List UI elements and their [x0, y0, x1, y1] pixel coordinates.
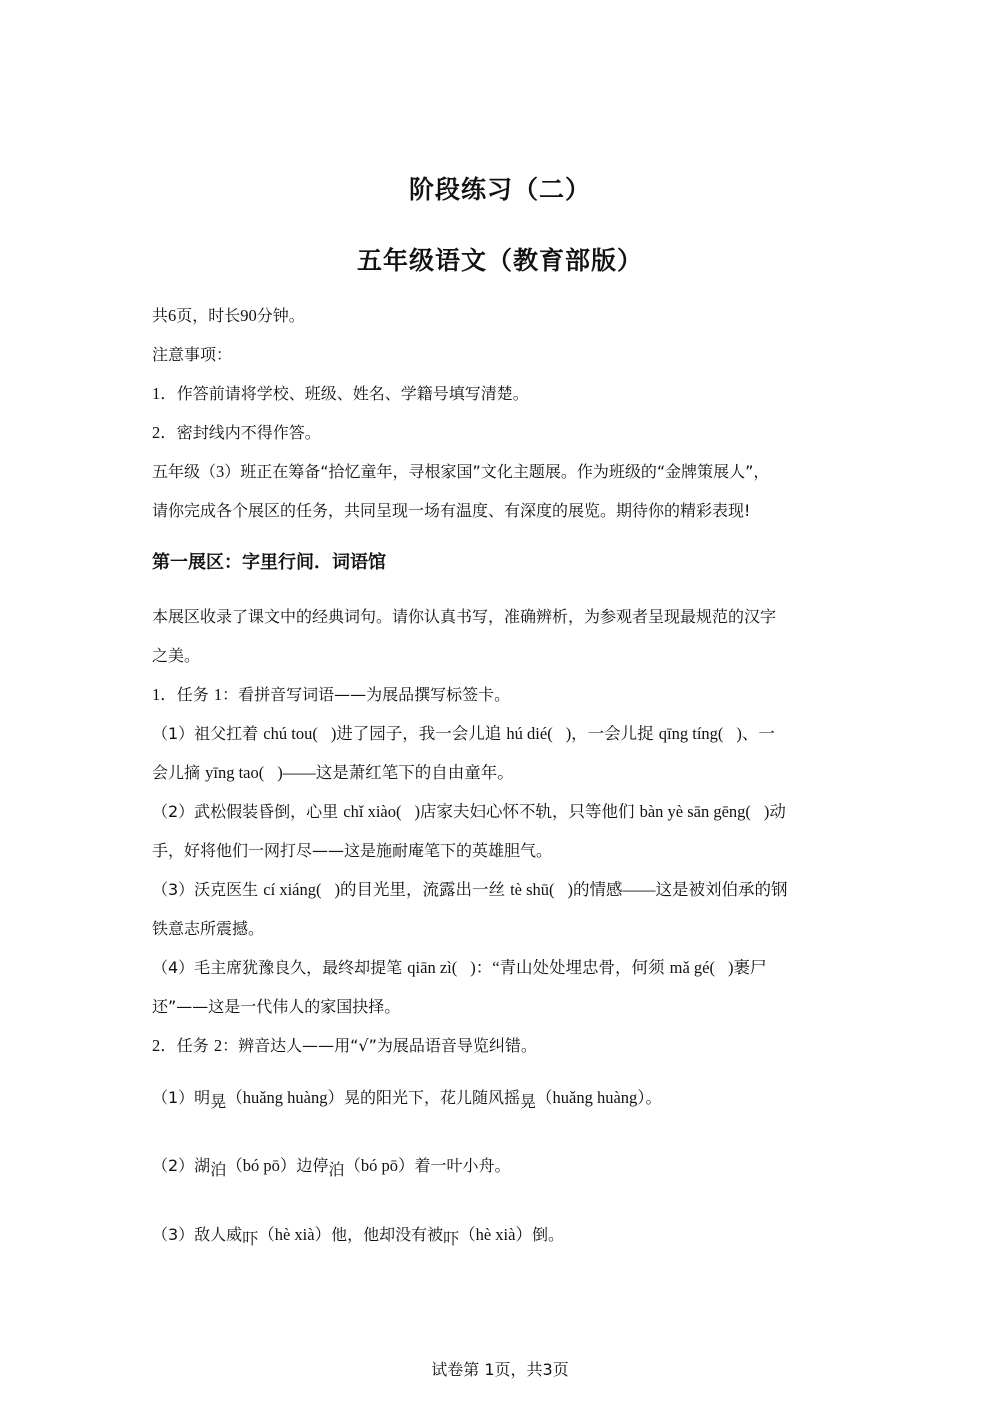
task-1-item-1-line-1	[152, 723, 852, 745]
pinyin: yīng tao(	[205, 763, 265, 782]
pinyin: hú dié(	[506, 724, 553, 743]
section-1-desc-line-2: 之美。	[152, 646, 201, 665]
pinyin: chú tou(	[263, 724, 318, 743]
duration-line	[152, 305, 852, 327]
pinyin: qīng tíng(	[658, 724, 724, 743]
task-2-item-1	[152, 1087, 852, 1109]
task-2-instruction: ：辨音达人——用“√”为展品语音导览纠错。	[222, 1036, 537, 1055]
task-1-number: 1．	[152, 685, 177, 704]
intro-line-2: 请你完成各个展区的任务，共同呈现一场有温度、有深度的展览。期待你的精彩表现!	[152, 501, 751, 520]
pinyin: tè shū(	[510, 880, 555, 899]
target-character: 泊	[328, 1160, 345, 1179]
task-1-item-2-line-1	[152, 801, 852, 823]
pinyin: cí xiáng(	[263, 880, 322, 899]
task-1-item-3-line-1	[152, 879, 852, 901]
intro-class-number: 3	[216, 462, 225, 481]
task-1-label	[152, 684, 852, 706]
text: 倒。	[531, 1225, 564, 1244]
task-1-instruction: ：看拼音写词语——为展品撰写标签卡。	[222, 685, 511, 704]
text: （2）武松假装昏倒，心里	[152, 802, 339, 821]
duration-pages: 6	[168, 306, 177, 325]
pinyin-choice[interactable]: （hè xià）	[258, 1225, 332, 1244]
task-2-word: 任务	[176, 1036, 209, 1055]
intro-line-1-a: 五年级（	[152, 462, 217, 481]
duration-prefix: 共	[152, 306, 169, 325]
task-2-item-3	[152, 1224, 852, 1246]
intro-line-1-b: ）班正在筹备“拾忆童年，寻根家国”文化主题展。作为班级的“金牌策展人”，	[224, 462, 770, 481]
exam-title: 阶段练习（二）	[408, 175, 591, 204]
duration-minutes: 90	[240, 306, 257, 325]
text: （1）明	[152, 1088, 211, 1107]
task-1-item-3-line-2: 铁意志所震撼。	[152, 919, 265, 938]
page-footer: 试卷第 1页，共3页	[431, 1360, 569, 1379]
pinyin-choice[interactable]: （bó pō）	[226, 1156, 297, 1175]
text: 边停	[296, 1156, 329, 1175]
section-1-desc-line-1: 本展区收录了课文中的经典词句。请你认真书写，准确辨析，为参观者呈现最规范的汉字	[152, 607, 777, 626]
pinyin: mǎ gé(	[669, 958, 715, 977]
target-character: 晃	[520, 1092, 537, 1111]
text: )进了园子，我一会儿追	[330, 724, 502, 743]
task-2-number: 2．	[152, 1036, 177, 1055]
text: )的目光里，流露出一丝	[334, 880, 505, 899]
task-1-item-2-line-2: 手，好将他们一网打尽——这是施耐庵笔下的英雄胆气。	[152, 841, 553, 860]
text: )：“青山处处埋忠骨，何须	[470, 958, 665, 977]
text: )裹尸	[728, 958, 767, 977]
text: 他，他却没有被	[331, 1225, 444, 1244]
notice-item-2	[152, 422, 852, 444]
text: （2）湖	[152, 1156, 211, 1175]
pinyin-choice[interactable]: （hè xià）	[459, 1225, 532, 1244]
task-2-label	[152, 1035, 852, 1057]
notice-1-number: 1．	[152, 384, 177, 403]
text: )动	[763, 802, 786, 821]
pinyin: chǐ xiào(	[343, 802, 402, 821]
text: （4）毛主席犹豫良久，最终却提笔	[152, 958, 403, 977]
text: 着一叶小舟。	[414, 1156, 511, 1175]
text: 晃的阳光下，花儿随风摇	[343, 1088, 520, 1107]
text: )——这是萧红笔下的自由童年。	[277, 763, 514, 782]
notice-label: 注意事项：	[152, 345, 233, 364]
text: （1）祖父扛着	[152, 724, 259, 743]
text: 。	[645, 1088, 662, 1107]
target-character: 吓	[443, 1229, 460, 1248]
text: )、一	[736, 724, 775, 743]
text: )店家夫妇心怀不轨，只等他们	[414, 802, 635, 821]
target-character: 泊	[210, 1160, 227, 1179]
text: )的情感——这是被刘伯承的钢	[567, 880, 788, 899]
notice-1-text: 作答前请将学校、班级、姓名、学籍号填写清楚。	[176, 384, 529, 403]
task-2-index: 2	[213, 1036, 223, 1055]
notice-item-1	[152, 383, 852, 405]
section-1-heading: 第一展区：字里行间．词语馆	[152, 552, 386, 573]
pinyin-choice[interactable]: （bó pō）	[344, 1156, 415, 1175]
task-2-item-2	[152, 1155, 852, 1177]
text: （3）敌人威	[152, 1225, 243, 1244]
duration-suffix: 分钟。	[256, 306, 305, 325]
duration-mid: 页，时长	[176, 306, 241, 325]
task-1-index: 1	[213, 685, 223, 704]
pinyin: bàn yè sān gēng(	[639, 802, 751, 821]
notice-2-text: 密封线内不得作答。	[176, 423, 321, 442]
task-1-item-1-line-2	[152, 762, 852, 784]
target-character: 晃	[210, 1092, 227, 1111]
text: （3）沃克医生	[152, 880, 259, 899]
exam-subtitle: 五年级语文（教育部版）	[356, 246, 643, 275]
target-character: 吓	[242, 1229, 259, 1248]
text: 会儿摘	[152, 763, 201, 782]
intro-line-1	[152, 461, 852, 483]
task-1-item-4-line-2: 还”——这是一代伟人的家国抉择。	[152, 997, 401, 1016]
notice-2-number: 2．	[152, 423, 177, 442]
task-1-word: 任务	[176, 685, 209, 704]
pinyin-choice[interactable]: （huǎng huàng）	[226, 1088, 344, 1107]
pinyin-choice[interactable]: （huǎng huàng）	[536, 1088, 646, 1107]
pinyin: qiān zì(	[407, 958, 458, 977]
task-1-item-4-line-1	[152, 957, 852, 979]
text: )，一会儿捉	[565, 724, 654, 743]
